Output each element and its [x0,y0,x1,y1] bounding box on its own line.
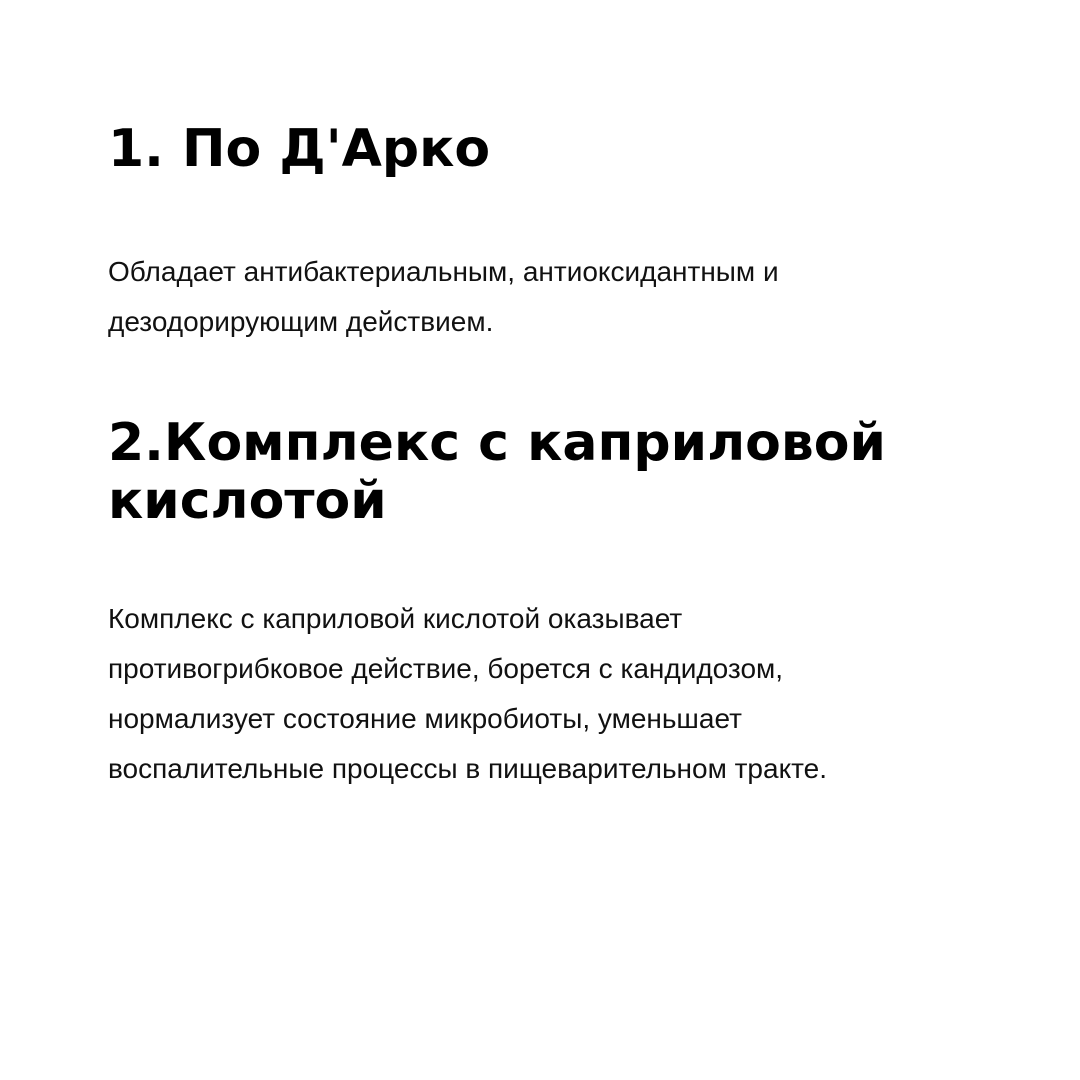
section-2-description [108,594,827,794]
section-2-title-line: 2.Комплекс с каприловой [108,413,886,473]
section-1-title [108,120,490,178]
section-2-title [108,414,886,530]
section-2-description-line: воспалительные процессы в пищеварительном тракте. [108,753,828,784]
section-2-description-line: Комплекс с каприловой кислотой оказывает [108,603,683,634]
section-2-description-line: противогрибковое действие, борется с кандидозом, [108,653,784,684]
section-1-title-line: 1. По Д'Арко [108,119,491,179]
section-1-description [108,247,779,347]
section-2-title-line: кислотой [108,471,387,531]
section-2-description-line: нормализует состояние микробиоты, уменьшает [108,703,742,734]
section-1-description-line: Обладает антибактериальным, антиоксидантным и [108,256,779,287]
section-1-description-line: дезодорирующим действием. [108,306,494,337]
